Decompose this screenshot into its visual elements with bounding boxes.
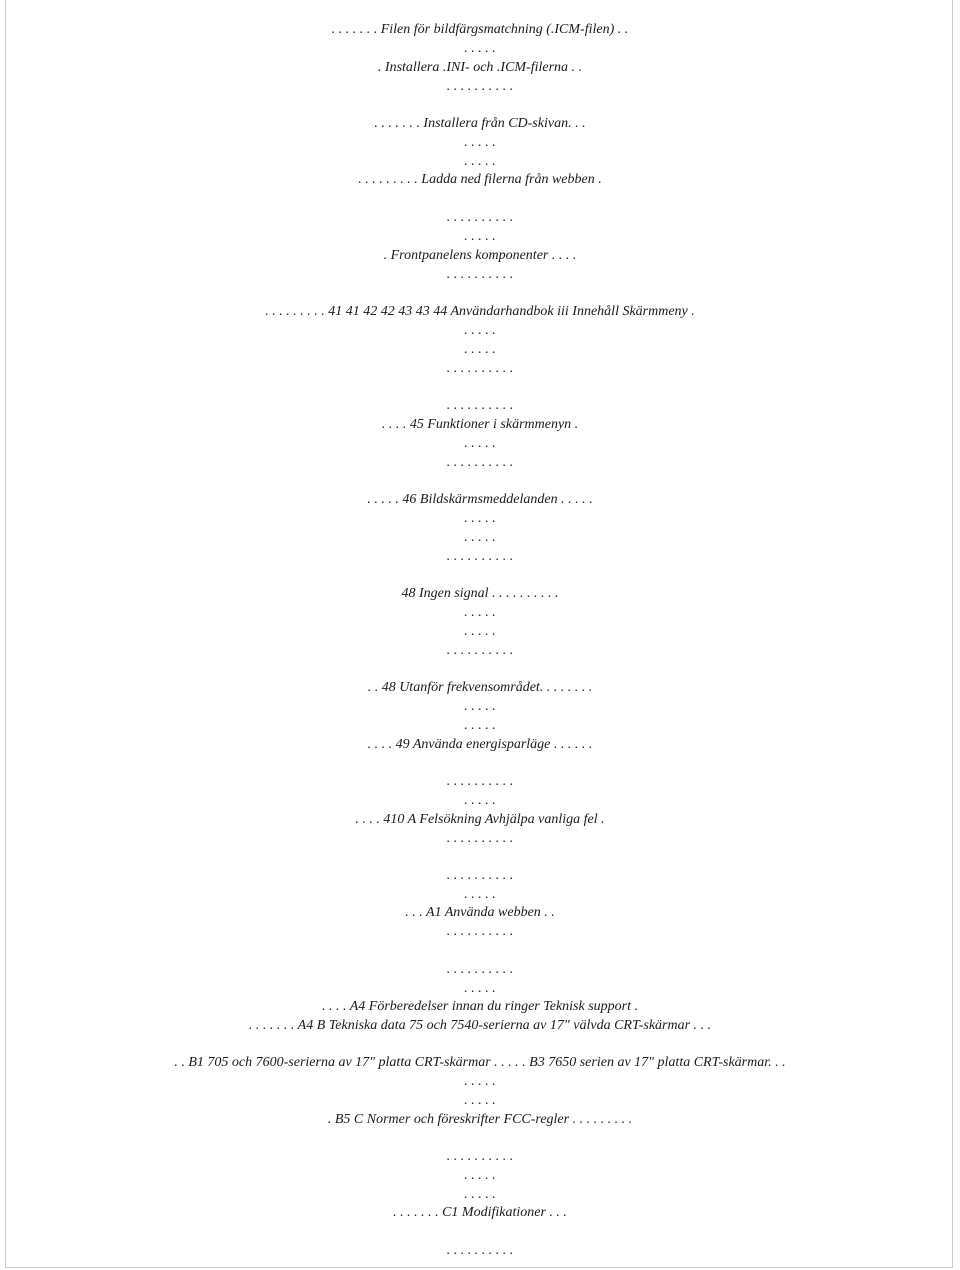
toc-line: . . . . . [464, 793, 496, 808]
toc-line: . . . . . . . . . . [446, 267, 514, 282]
toc-line: . . . . . . . A4 B Tekniska data 75 och 7540-serierna av 17" välvda CRT-skärmar . . . [248, 1018, 712, 1033]
toc-line: . . . . . [464, 1187, 496, 1202]
toc-line: . . . . . . . . . . [446, 549, 514, 564]
toc-line: . . . . . [464, 981, 496, 996]
toc-line: . . . . . [464, 229, 496, 244]
toc-line: . . . . . [464, 699, 496, 714]
toc-line: . . . . . [464, 41, 496, 56]
toc-line: . . B1 705 och 7600-serierna av 17" platta CRT-skärmar . . . . . B3 7650 serien av 17" platta CRT-skärmar. . . [174, 1055, 786, 1070]
toc-line: . . . . . . . . . . [446, 924, 514, 939]
toc-line: . . . . . . . . . . [446, 1149, 514, 1164]
toc-line: . . . . . [464, 154, 496, 169]
toc-line: . . . . . . . . . . [446, 79, 514, 94]
toc-line: . . . . . . . . . . [446, 361, 514, 376]
toc-line: . . . . 49 Använda energisparläge . . . . . . [367, 737, 593, 752]
toc-line: 48 Ingen signal . . . . . . . . . . [401, 586, 559, 601]
toc-line: . . . . . [464, 887, 496, 902]
toc-line: . Frontpanelens komponenter . . . . [383, 248, 577, 263]
toc-line: . . . . . [464, 530, 496, 545]
toc-line: . . . . . [464, 1074, 496, 1089]
toc-line: . . . . A4 Förberedelser innan du ringer Teknisk support . [321, 999, 639, 1014]
toc-line: . . . . . [464, 605, 496, 620]
toc-line: . . . . . . . . . . [446, 398, 514, 413]
toc-line: . . . . . . . . . 41 41 42 42 43 43 44 Användarhandbok iii Innehåll Skärmmeny . [265, 304, 695, 319]
toc-line: . . . . . . . . . . [446, 455, 514, 470]
toc-line: . . . . . . . . . . [446, 210, 514, 225]
toc-line: . . . . . . . Installera från CD-skivan. . . [374, 116, 586, 131]
toc-line: . . . . . 46 Bildskärmsmeddelanden . . . . . [367, 492, 593, 507]
toc-line: . . . A1 Använda webben . . [405, 905, 555, 920]
toc-line: . . . . . . . . . . [446, 1243, 514, 1258]
toc-line: . B5 C Normer och föreskrifter FCC-regler . . . . . . . . . [327, 1112, 633, 1127]
toc-line: . . . . . [464, 342, 496, 357]
toc-line: . . . . . . . . . . [446, 774, 514, 789]
toc-line: . . . . . [464, 511, 496, 526]
toc-line: . . 48 Utanför frekvensområdet. . . . . . . . [367, 680, 593, 695]
toc-line: . . . . . [464, 718, 496, 733]
toc-line: . . . . 410 A Felsökning Avhjälpa vanliga fel . [355, 812, 605, 827]
toc-line: . . . . . [464, 135, 496, 150]
toc-line: . . . . . [464, 1168, 496, 1183]
toc-line: . . . . . [464, 624, 496, 639]
toc-line: . . . . . . . . . . [446, 962, 514, 977]
toc-line: . . . . . . . Filen för bildfärgsmatchning (.ICM-filen) . . [331, 22, 629, 37]
toc-line: . . . . . [464, 1093, 496, 1108]
toc-line: . Installera .INI- och .ICM-filerna . . [377, 60, 583, 75]
toc-line: . . . . . [464, 323, 496, 338]
toc-line: . . . . . . . . . . [446, 868, 514, 883]
toc-line: . . . . 45 Funktioner i skärmmenyn . [381, 417, 579, 432]
toc-line: . . . . . . . . . Ladda ned filerna från webben . [358, 172, 602, 187]
toc-line: . . . . . . . . . . [446, 643, 514, 658]
toc-line: . . . . . [464, 436, 496, 451]
toc-line: . . . . . . . . . . [446, 831, 514, 846]
toc-line: . . . . . . . C1 Modifikationer . . . [393, 1205, 567, 1220]
